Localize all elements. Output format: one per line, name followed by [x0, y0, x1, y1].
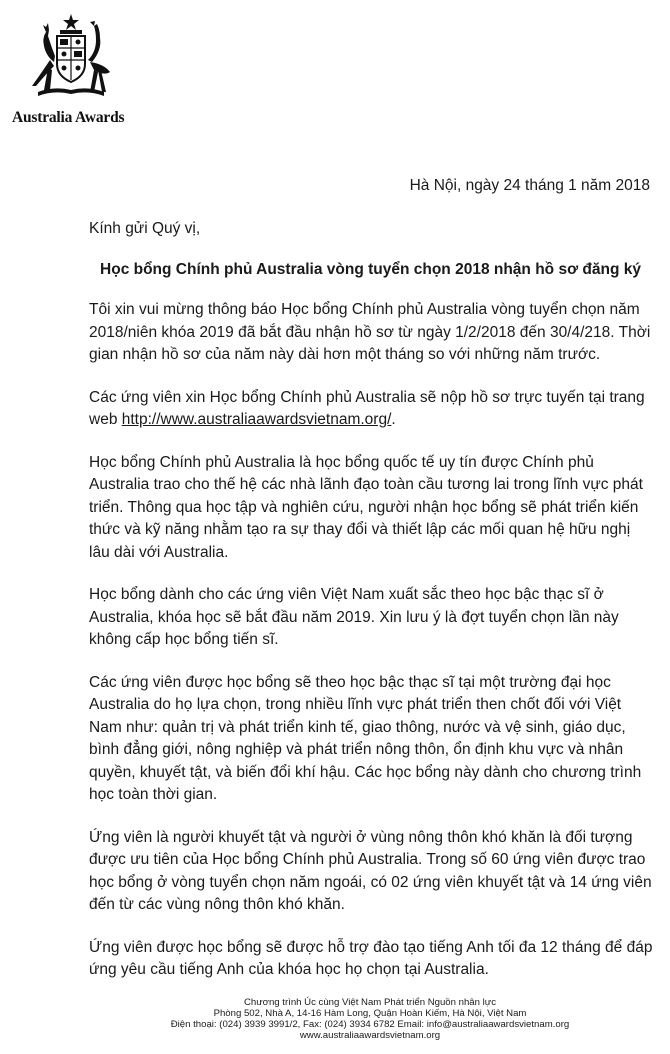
- letter-date: Hà Nội, ngày 24 tháng 1 năm 2018: [409, 177, 650, 194]
- paragraph-7: Ứng viên được học bổng sẽ được hỗ trợ đào tạo tiếng Anh tối đa 12 tháng để đáp ứng yêu cầu tiếng Anh của khóa học họ chọn tại Australia.: [89, 938, 653, 978]
- brand-name: Australia Awards: [12, 109, 125, 126]
- paragraph-2-end: .: [391, 411, 396, 428]
- paragraph-1: Tôi xin vui mừng thông báo Học bổng Chính phủ Australia vòng tuyển chọn năm 2018/niên khóa 2019 đã bắt đầu nhận hồ sơ từ ngày 1/2/2018 đến 30/4/218. Thời gian nhận hồ sơ của năm này dài hơn một tháng so với những năm trước.: [89, 301, 651, 363]
- footer-address: Phòng 502, Nhà A, 14-16 Hàm Long, Quận Hoàn Kiếm, Hà Nội, Việt Nam: [213, 1008, 527, 1019]
- footer-contact: Điện thoại: (024) 3939 3991/2, Fax: (024) 3934 6782 Email: info@australiaawardsvietnam.org: [170, 1019, 570, 1030]
- australia-awards-logo: [12, 12, 132, 130]
- paragraph-2: [89, 387, 654, 432]
- paragraph-4: Học bổng dành cho các ứng viên Việt Nam xuất sắc theo học bậc thạc sĩ ở Australia, khóa học sẽ bắt đầu năm 2019. Xin lưu ý là đợt tuyển chọn lần này không cấp học bổng tiến sĩ.: [89, 586, 619, 648]
- paragraph-2-text: Các ứng viên xin Học bổng Chính phủ Australia sẽ nộp hồ sơ trực tuyến tại trang web: [89, 388, 645, 428]
- website-link[interactable]: http://www.australiaawardsvietnam.org/: [121, 411, 392, 428]
- letter-body: [89, 299, 654, 1002]
- footer-program: Chương trình Úc cùng Việt Nam Phát triển Nguồn nhân lực: [243, 997, 496, 1008]
- paragraph-5: Các ứng viên được học bổng sẽ theo học bậc thạc sĩ tại một trường đại học Australia do họ lựa chọn, trong nhiều lĩnh vực phát triển then chốt đối với Việt Nam như: quản trị và phát triển kinh tế, giao thông, nước và vệ sinh, giáo dục, bình đẳng giới, nông nghiệp và phát triển nông thôn, ổn định khu vực và nhân quyền, khuyết tật, và biến đổi khí hậu. Các học bổng này dành cho chương trình học toàn thời gian.: [89, 673, 642, 803]
- salutation: Kính gửi Quý vị,: [89, 220, 201, 237]
- paragraph-3: Học bổng Chính phủ Australia là học bổng quốc tế uy tín được Chính phủ Australia trao cho thế hệ các nhà lãnh đạo toàn cầu tương lai trong lĩnh vực phát triển. Thông qua học tập và nghiên cứu, người nhận học bổng sẽ phát triển kiến thức và kỹ năng nhằm tạo ra sự thay đổi và thiết lập các mối quan hệ hữu nghị lâu dài với Australia.: [89, 453, 643, 561]
- letter-footer: [0, 997, 670, 1041]
- coat-of-arms-icon: [24, 12, 118, 100]
- paragraph-6: Ứng viên là người khuyết tật và người ở vùng nông thôn khó khăn là đối tượng được ưu tiên của Học bổng Chính phủ Australia. Trong số 60 ứng viên được trao học bổng ở vòng tuyển chọn năm ngoái, có 02 ứng viên khuyết tật và 14 ứng viên đến từ các vùng nông thôn khó khăn.: [89, 828, 652, 913]
- footer-website: www.australiaawardsvietnam.org: [299, 1030, 441, 1041]
- letter-subject: Học bổng Chính phủ Australia vòng tuyển chọn 2018 nhận hồ sơ đăng ký: [100, 261, 641, 278]
